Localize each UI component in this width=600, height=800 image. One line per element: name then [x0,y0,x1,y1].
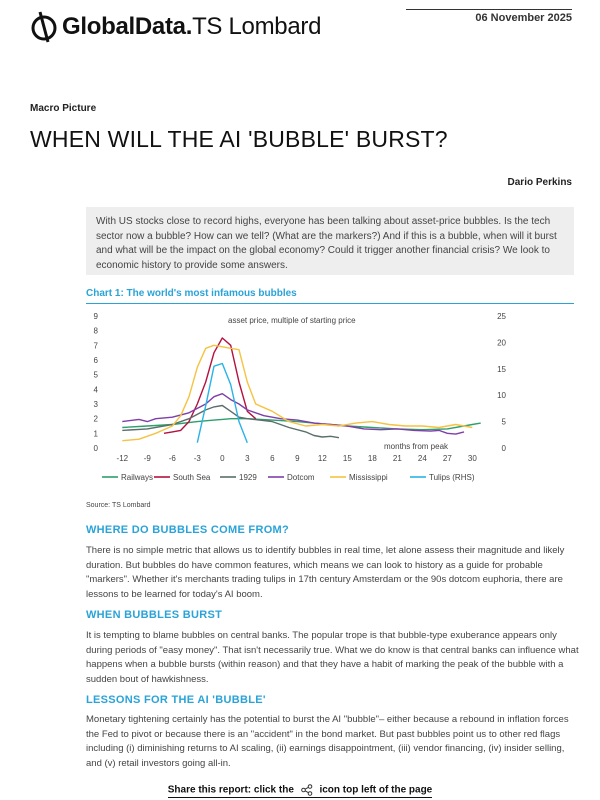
y-left-tick-label: 3 [93,400,98,409]
y-left-tick-label: 0 [93,444,98,453]
section-label: Macro Picture [30,103,97,114]
chart-title: Chart 1: The world's most infamous bubbles [86,288,297,299]
y-left-tick-label: 1 [93,429,98,439]
series-line-mississippi [122,345,472,440]
report-date: 06 November 2025 [475,12,572,24]
brand-name: GlobalData.TS Lombard [62,13,322,40]
x-tick-label: 30 [467,454,477,463]
chart-annotation-top: asset price, multiple of starting price [228,316,356,325]
y-left-tick-label: 4 [93,385,98,395]
chart-rule [86,303,574,304]
share-icon [301,784,313,796]
y-right-tick-label: 10 [497,391,506,401]
legend-label: Railways [121,473,154,482]
series-line-tulips-rhs [197,364,247,443]
y-left-tick-label: 8 [93,326,98,336]
x-tick-label: 18 [367,454,377,463]
x-tick-label: 27 [442,454,452,463]
y-right-tick-label: 5 [501,417,506,427]
x-tick-label: -9 [143,454,151,463]
section-body-1: There is no simple metric that allows us to identify bubbles in real time, let alone assess their magnitude and likely duration. But bubbles do have common features, which means we can look to history as a guide for probable "markers". Whether it's merchants trading tulips in 17th century Amsterdam or the 90s dotcom euphoria, there are lessons to be learned for today's AI boom. [86,545,565,600]
share-text-before: Share this report: click the [167,784,294,796]
legend-label: 1929 [239,473,257,482]
y-left-tick-label: 9 [93,312,98,321]
legend-label: Mississippi [349,473,388,482]
y-right-tick-label: 25 [497,312,506,321]
y-left-tick-label: 7 [93,341,98,351]
y-right-tick-label: 15 [497,364,506,374]
globaldata-logo-icon [30,10,60,44]
summary-box: With US stocks close to record highs, everyone has been talking about asset-price bubbles. Is the tech sector now a bubble? How can we tell? (What are the markers?) And if this is a bubble, when will it burst and what will be the impact on the global economy? Could it trigger another financial crisis? We look to economic history to provide some answers. [86,207,574,275]
section-heading-3: LESSONS FOR THE AI 'BUBBLE' [86,694,266,706]
x-tick-label: 0 [220,454,225,463]
legend-label: Tulips (RHS) [429,473,475,482]
x-tick-label: 21 [392,454,402,463]
x-tick-label: 9 [295,454,300,463]
x-tick-label: 15 [342,454,352,463]
author: Dario Perkins [507,177,572,188]
bubbles-line-chart [86,306,574,500]
share-text-after: icon top left of the page [319,784,433,796]
chart-annotation-x: months from peak [384,442,449,451]
y-left-tick-label: 6 [93,356,98,365]
x-tick-label: -12 [116,454,129,463]
chart-source: Source: TS Lombard [86,502,151,509]
section-body-3: Monetary tightening certainly has the potential to burst the AI "bubble"– either because a rebound in inflation forces the Fed to pivot or because there is an "accident" in the bond market. But past bubbles point us to other red flags including (i) diminishing returns to AI scaling, (ii) earnings disappointment, (iii) vendor financing, (iv) insider selling, and (v) retail investors going all-in. [86,714,569,769]
x-tick-label: -6 [168,454,176,463]
brand-logo [30,10,321,44]
y-right-tick-label: 20 [497,338,506,348]
x-tick-label: 12 [317,454,327,463]
legend-label: South Sea [173,473,211,482]
legend-label: Dotcom [287,473,315,482]
header-rule [406,9,572,10]
section-heading-2: WHEN BUBBLES BURST [86,609,223,621]
share-instruction [0,784,600,798]
x-tick-label: 6 [270,454,275,463]
x-tick-label: 24 [417,454,427,463]
section-heading-1: WHERE DO BUBBLES COME FROM? [86,524,290,536]
y-right-tick-label: 0 [501,444,506,453]
page-title: WHEN WILL THE AI 'BUBBLE' BURST? [30,126,448,152]
x-tick-label: 3 [245,454,250,463]
y-left-tick-label: 2 [93,414,98,424]
section-body-2: It is tempting to blame bubbles on central banks. The popular trope is that bubble-type exuberance appears only during periods of "easy money". That isn't necessarily true. What we do know is that central banks can influence what happens when a bubble bursts (within reason) and that they have a habit of marking the peak of the bubble with a sudden bout of hawkishness. [86,630,579,685]
x-tick-label: -3 [193,454,201,463]
y-left-tick-label: 5 [93,370,98,380]
